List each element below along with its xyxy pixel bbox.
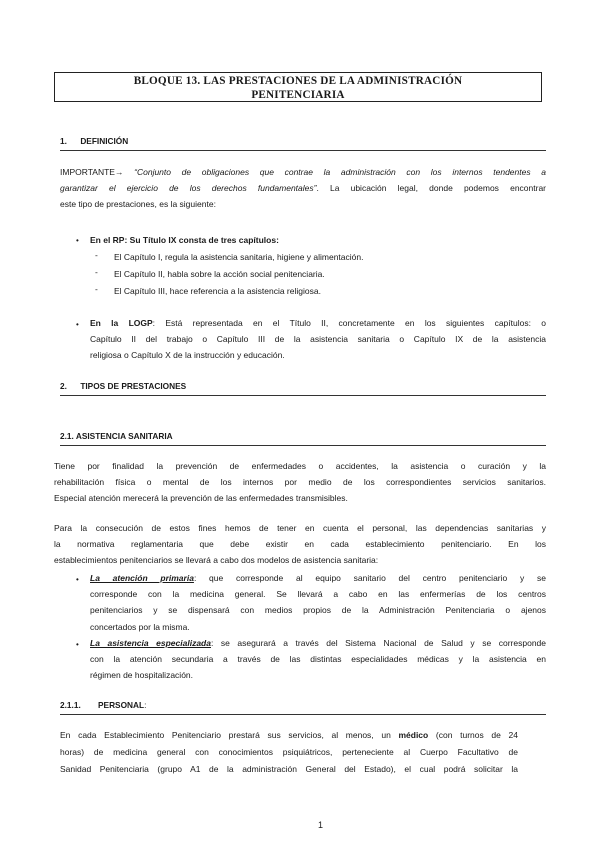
rp-item-2: El Capítulo II, habla sobre la acción social penitenciaria.	[114, 269, 325, 279]
ae-term: La asistencia especializada	[90, 638, 211, 648]
dash-icon: -	[95, 284, 98, 294]
logp-line-1	[90, 315, 546, 331]
p3-line-3: Sanidad Penitenciaria (grupo A1 de la administración General del Estado), el cual podrá solicitar la	[60, 764, 518, 774]
p1-line-3: Especial atención merecerá la prevención de las enfermedades transmisibles.	[54, 493, 348, 504]
p2-line-1: Para la consecución de estos fines hemos de tener en cuenta el personal, las dependencias sanitarias y	[54, 523, 546, 533]
p1-line-1: Tiene por finalidad la prevención de enfermedades o accidentes, la asistencia o curación y la	[54, 461, 546, 471]
section-1-title: DEFINICIÓN	[80, 136, 129, 146]
p2-line-2: la normativa reglamentaria que debe existir en cada establecimiento penitenciario. En los	[54, 539, 546, 550]
section-2-title: TIPOS DE PRESTACIONES	[80, 381, 187, 391]
logp-line-2: Capítulo II del trabajo o Capítulo III de la asistencia sanitaria o Capítulo IX de la asistencia	[90, 334, 546, 345]
p3-text-b: (con turnos de 24	[428, 730, 518, 740]
ap-term: La atención primaria	[90, 573, 194, 583]
section-2-number: 2.	[60, 381, 67, 391]
logp-text-1: : Está representada en el Título II, concretamente en los siguientes capítulos: o	[152, 318, 546, 328]
section-2-1-1-rule	[60, 714, 546, 715]
ae-line-2: con la atención secundaria a través de las distintas especialidades médicas y la asistencia en	[90, 654, 546, 665]
asistencia-especializada-paragraph	[90, 635, 546, 684]
intro-quote-1: “Conjunto de obligaciones que contrae la administración con los internos tendentes a	[134, 167, 546, 177]
intro-paragraph	[60, 164, 546, 213]
section-2-1-1-number: 2.1.1.	[60, 700, 81, 710]
section-2-rule	[60, 395, 546, 396]
p3-bold: médico	[398, 730, 429, 740]
section-2-heading	[60, 381, 186, 391]
title-line-2: PENITENCIARIA	[251, 89, 345, 101]
section-2-1-heading: 2.1. ASISTENCIA SANITARIA	[60, 431, 173, 441]
intro-quote-2: garantizar el ejercicio de los derechos fundamentales”	[60, 183, 317, 194]
dash-icon: -	[95, 250, 98, 260]
p2-line-3: establecimientos penitenciarios se llevará a cabo dos modelos de asistencia sanitaria:	[54, 555, 379, 566]
section-2-1-1-colon: :	[144, 700, 147, 710]
ae-text-1: : se asegurará a través del Sistema Nacional de Salud y se corresponde	[210, 638, 547, 648]
p1-line-2: rehabilitación física o mental de los internos por medio de los correspondientes servicios sanitarios.	[54, 477, 546, 488]
ap-line-1	[90, 570, 546, 586]
ap-line-3: penitenciarios y se dispensará con medios propios de la Administración Penitenciaria o ajenos	[90, 605, 546, 616]
document-title	[54, 72, 542, 102]
page-number: 1	[318, 820, 324, 830]
rp-item-3: El Capítulo III, hace referencia a la asistencia religiosa.	[114, 286, 321, 296]
ae-line-1	[90, 635, 546, 651]
ae-line-3: régimen de hospitalización.	[90, 670, 194, 681]
section-2-1-1-heading	[60, 700, 146, 710]
dash-icon: -	[95, 267, 98, 277]
asistencia-paragraph-1	[54, 458, 546, 507]
p3-line-2: horas) de medicina general con conocimientos psiquiátricos, perteneciente al Cuerpo Facultativo de	[60, 747, 518, 757]
section-1-rule	[60, 150, 546, 151]
ap-text-1: : que corresponde al equipo sanitario del centro penitenciario y se	[193, 573, 546, 583]
bullet-icon: •	[76, 575, 79, 584]
arrow-icon: →	[114, 167, 124, 177]
intro-line-2	[60, 180, 546, 196]
section-1-heading	[60, 136, 128, 146]
ap-line-2: corresponde con la medicina general. Se llevará a cabo en las enfermerías de los centros	[90, 589, 546, 600]
bullet-icon: •	[76, 640, 79, 649]
rp-item-1: El Capítulo I, regula la asistencia sanitaria, higiene y alimentación.	[114, 252, 364, 262]
logp-bold: En la LOGP	[90, 318, 153, 328]
logp-paragraph	[90, 315, 546, 364]
p3-line-1	[60, 727, 518, 744]
asistencia-paragraph-2	[54, 520, 546, 569]
bullet-icon: •	[76, 236, 79, 245]
p3-text-a: En cada Establecimiento Penitenciario prestará sus servicios, al menos, un	[60, 730, 399, 740]
section-2-1-1-title: PERSONAL	[98, 700, 145, 710]
bullet-icon: •	[76, 320, 79, 329]
intro-line-3: este tipo de prestaciones, es la siguiente:	[60, 199, 216, 210]
title-line-1: BLOQUE 13. LAS PRESTACIONES DE LA ADMINISTRACIÓN	[133, 75, 463, 87]
section-1-number: 1.	[60, 136, 67, 146]
intro-line-1	[60, 164, 546, 180]
intro-lead: IMPORTANTE	[60, 167, 115, 177]
rp-title: En el RP: Su Título IX consta de tres capítulos:	[90, 235, 279, 245]
ap-line-4: concertados por la misma.	[90, 621, 190, 632]
logp-line-3: religiosa o Capítulo X de la instrucción y educación.	[90, 350, 285, 361]
personal-paragraph	[60, 727, 518, 778]
section-2-1-rule	[60, 445, 546, 446]
atencion-primaria-paragraph	[90, 570, 546, 635]
intro-rest-2: . La ubicación legal, donde podemos encontrar	[316, 183, 546, 194]
